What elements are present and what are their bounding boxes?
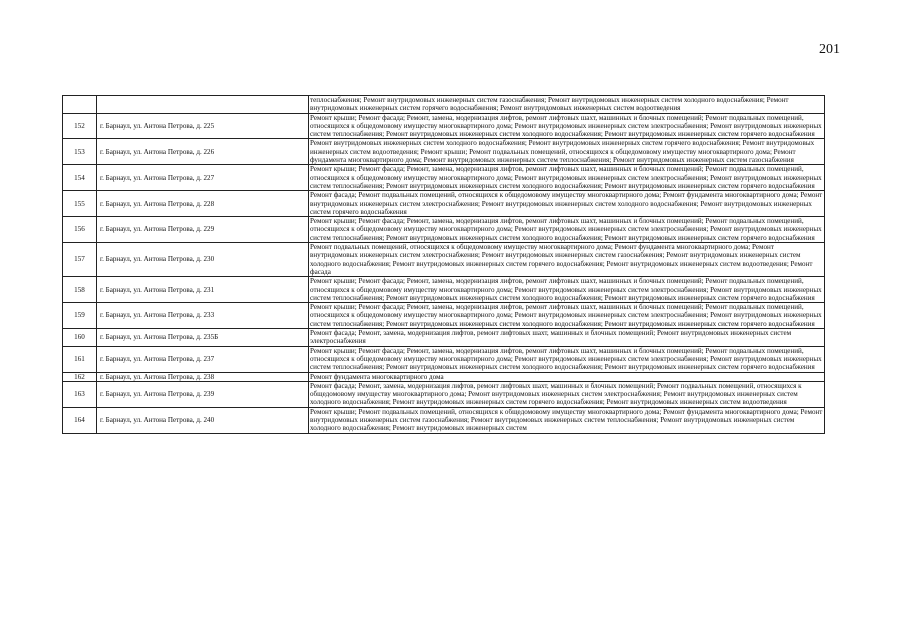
row-number-cell: 162 xyxy=(63,372,97,381)
works-cell: Ремонт крыши; Ремонт фасада; Ремонт, замена, модернизация лифтов, ремонт лифтовых шахт, машинных и блочных помещений; Ремонт подвальных помещений, относящихся к общедомовому имуществу многоквартирного дома; Ремонт внутридомовых инженерных систем электроснабжения; Ремонт внутридомовых инженерных систем теплоснабжения; Ремонт внутридомовых инженерных систем холодного водоснабжения; Ремонт внутридомовых инженерных систем горячего водоснабжения xyxy=(309,113,825,139)
table-row xyxy=(63,139,825,165)
row-number-cell: 160 xyxy=(63,329,97,347)
works-cell: Ремонт фасада; Ремонт, замена, модернизация лифтов, ремонт лифтовых шахт, машинных и блочных помещений; Ремонт подвальных помещений, относящихся к общедомовому имуществу многоквартирного дома; Ремонт внутридомовых инженерных систем электроснабжения; Ремонт внутридомовых инженерных систем холодного водоснабжения; Ремонт внутридомовых инженерных систем горячего водоснабжения; Ремонт внутридомовых инженерных систем водоотведения xyxy=(309,381,825,407)
address-cell xyxy=(97,96,309,114)
table-body xyxy=(63,96,825,434)
works-cell: Ремонт крыши; Ремонт фасада; Ремонт, замена, модернизация лифтов, ремонт лифтовых шахт, машинных и блочных помещений; Ремонт подвальных помещений, относящихся к общедомовому имуществу многоквартирного дома; Ремонт внутридомовых инженерных систем электроснабжения; Ремонт внутридомовых инженерных систем теплоснабжения; Ремонт внутридомовых инженерных систем холодного водоснабжения; Ремонт внутридомовых инженерных систем горячего водоснабжения xyxy=(309,165,825,191)
table-row xyxy=(63,381,825,407)
row-number-cell: 156 xyxy=(63,217,97,243)
address-cell: г. Барнаул, ул. Антона Петрова, д. 227 xyxy=(97,165,309,191)
row-number-cell: 152 xyxy=(63,113,97,139)
works-cell: Ремонт внутридомовых инженерных систем холодного водоснабжения; Ремонт внутридомовых инженерных систем горячего водоснабжения; Ремонт внутридомовых инженерных систем водоотведения; Ремонт крыши; Ремонт подвальных помещений, относящихся к общедомовому имуществу многоквартирного дома; Ремонт фундамента многоквартирного дома; Ремонт внутридомовых инженерных систем теплоснабжения; Ремонт внутридомовых инженерных систем газоснабжения xyxy=(309,139,825,165)
address-cell: г. Барнаул, ул. Антона Петрова, д. 230 xyxy=(97,243,309,277)
table-row xyxy=(63,96,825,114)
table-row xyxy=(63,329,825,347)
works-cell: Ремонт крыши; Ремонт подвальных помещений, относящихся к общедомовому имуществу многоквартирного дома; Ремонт фундамента многоквартирного дома; Ремонт внутридомовых инженерных систем газоснабжения; Ремонт внутридомовых инженерных систем теплоснабжения; Ремонт внутридомовых инженерных систем холодного водоснабжения; Ремонт внутридомовых инженерных систем xyxy=(309,407,825,433)
works-cell: Ремонт крыши; Ремонт фасада; Ремонт, замена, модернизация лифтов, ремонт лифтовых шахт, машинных и блочных помещений; Ремонт подвальных помещений, относящихся к общедомовому имуществу многоквартирного дома; Ремонт внутридомовых инженерных систем электроснабжения; Ремонт внутридомовых инженерных систем теплоснабжения; Ремонт внутридомовых инженерных систем холодного водоснабжения; Ремонт внутридомовых инженерных систем горячего водоснабжения xyxy=(309,217,825,243)
works-cell: Ремонт крыши; Ремонт фасада; Ремонт, замена, модернизация лифтов, ремонт лифтовых шахт, машинных и блочных помещений; Ремонт подвальных помещений, относящихся к общедомовому имуществу многоквартирного дома; Ремонт внутридомовых инженерных систем электроснабжения; Ремонт внутридомовых инженерных систем теплоснабжения; Ремонт внутридомовых инженерных систем холодного водоснабжения; Ремонт внутридомовых инженерных систем горячего водоснабжения xyxy=(309,277,825,303)
table-row xyxy=(63,191,825,217)
table-row xyxy=(63,113,825,139)
table-row xyxy=(63,372,825,381)
address-cell: г. Барнаул, ул. Антона Петрова, д. 225 xyxy=(97,113,309,139)
address-cell: г. Барнаул, ул. Антона Петрова, д. 235Б xyxy=(97,329,309,347)
table-row xyxy=(63,217,825,243)
address-cell: г. Барнаул, ул. Антона Петрова, д. 226 xyxy=(97,139,309,165)
works-table xyxy=(62,95,825,434)
address-cell: г. Барнаул, ул. Антона Петрова, д. 239 xyxy=(97,381,309,407)
row-number-cell: 155 xyxy=(63,191,97,217)
row-number-cell xyxy=(63,96,97,114)
works-cell: теплоснабжения; Ремонт внутридомовых инженерных систем газоснабжения; Ремонт внутридомовых инженерных систем холодного водоснабжения; Ремонт внутридомовых инженерных систем горячего водоснабжения; Ремонт внутридомовых инженерных систем водоотведения xyxy=(309,96,825,114)
address-cell: г. Барнаул, ул. Антона Петрова, д. 238 xyxy=(97,372,309,381)
table-row xyxy=(63,346,825,372)
row-number-cell: 164 xyxy=(63,407,97,433)
row-number-cell: 161 xyxy=(63,346,97,372)
row-number-cell: 159 xyxy=(63,303,97,329)
works-cell: Ремонт крыши; Ремонт фасада; Ремонт, замена, модернизация лифтов, ремонт лифтовых шахт, машинных и блочных помещений; Ремонт подвальных помещений, относящихся к общедомовому имуществу многоквартирного дома; Ремонт внутридомовых инженерных систем электроснабжения; Ремонт внутридомовых инженерных систем теплоснабжения; Ремонт внутридомовых инженерных систем холодного водоснабжения; Ремонт внутридомовых инженерных систем горячего водоснабжения xyxy=(309,346,825,372)
works-cell: Ремонт фундамента многоквартирного дома xyxy=(309,372,825,381)
row-number-cell: 163 xyxy=(63,381,97,407)
row-number-cell: 154 xyxy=(63,165,97,191)
table-row xyxy=(63,277,825,303)
works-cell: Ремонт фасада; Ремонт, замена, модернизация лифтов, ремонт лифтовых шахт, машинных и блочных помещений; Ремонт внутридомовых инженерных систем электроснабжения xyxy=(309,329,825,347)
address-cell: г. Барнаул, ул. Антона Петрова, д. 240 xyxy=(97,407,309,433)
works-cell: Ремонт подвальных помещений, относящихся к общедомовому имуществу многоквартирного дома; Ремонт фундамента многоквартирного дома; Ремонт внутридомовых инженерных систем электроснабжения; Ремонт внутридомовых инженерных систем газоснабжения; Ремонт внутридомовых инженерных систем холодного водоснабжения; Ремонт внутридомовых инженерных систем горячего водоснабжения; Ремонт внутридомовых инженерных систем водоотведения; Ремонт фасада xyxy=(309,243,825,277)
address-cell: г. Барнаул, ул. Антона Петрова, д. 237 xyxy=(97,346,309,372)
table-row xyxy=(63,165,825,191)
address-cell: г. Барнаул, ул. Антона Петрова, д. 231 xyxy=(97,277,309,303)
address-cell: г. Барнаул, ул. Антона Петрова, д. 233 xyxy=(97,303,309,329)
page-number: 201 xyxy=(819,42,840,57)
row-number-cell: 157 xyxy=(63,243,97,277)
table-row xyxy=(63,407,825,433)
row-number-cell: 153 xyxy=(63,139,97,165)
address-cell: г. Барнаул, ул. Антона Петрова, д. 228 xyxy=(97,191,309,217)
table-row xyxy=(63,303,825,329)
table-row xyxy=(63,243,825,277)
row-number-cell: 158 xyxy=(63,277,97,303)
works-cell: Ремонт фасада; Ремонт подвальных помещений, относящихся к общедомовому имуществу многоквартирного дома; Ремонт фундамента многоквартирного дома; Ремонт внутридомовых инженерных систем электроснабжения; Ремонт внутридомовых инженерных систем холодного водоснабжения; Ремонт внутридомовых инженерных систем горячего водоснабжения xyxy=(309,191,825,217)
address-cell: г. Барнаул, ул. Антона Петрова, д. 229 xyxy=(97,217,309,243)
works-cell: Ремонт крыши; Ремонт фасада; Ремонт, замена, модернизация лифтов, ремонт лифтовых шахт, машинных и блочных помещений; Ремонт подвальных помещений, относящихся к общедомовому имуществу многоквартирного дома; Ремонт внутридомовых инженерных систем электроснабжения; Ремонт внутридомовых инженерных систем теплоснабжения; Ремонт внутридомовых инженерных систем холодного водоснабжения; Ремонт внутридомовых инженерных систем горячего водоснабжения xyxy=(309,303,825,329)
